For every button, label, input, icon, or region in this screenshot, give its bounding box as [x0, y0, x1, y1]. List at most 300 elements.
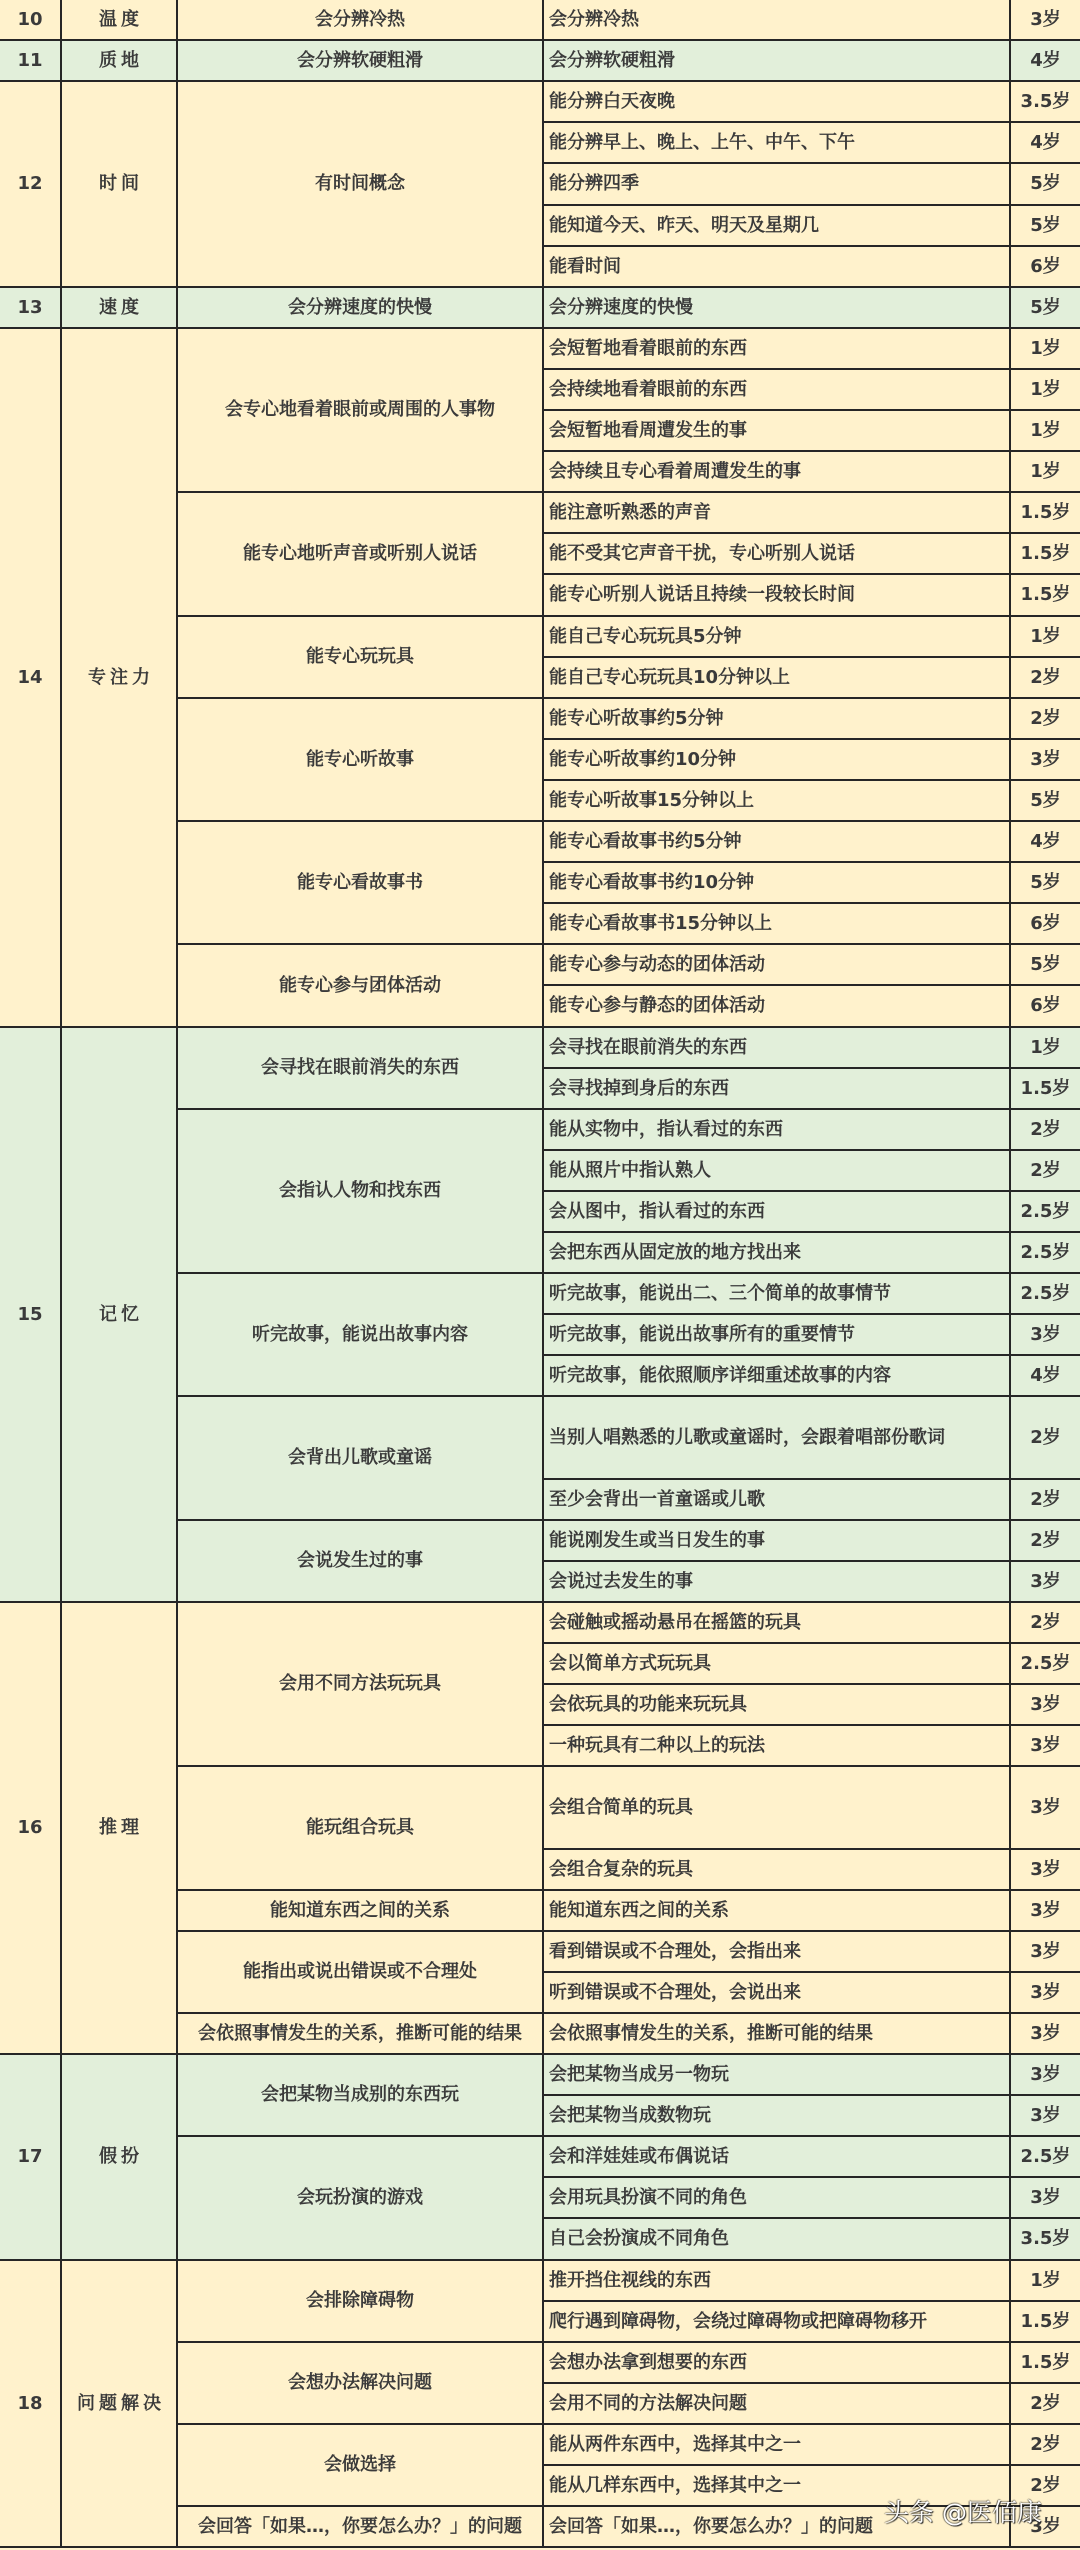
skill-group-label: 能指出或说出错误或不合理处 [243, 1961, 477, 1983]
skill-item-label: 会短暂地看着眼前的东西 [549, 337, 747, 359]
skill-item-label: 能自己专心玩玩具5分钟 [549, 625, 742, 647]
skill-item-label-cell [544, 1850, 1011, 1891]
age-label-cell [1011, 2425, 1080, 2466]
skill-item-label: 能说刚发生或当日发生的事 [549, 1529, 765, 1551]
age-label-cell [1011, 534, 1080, 575]
age-label-cell [1011, 1356, 1080, 1397]
category-label: 记忆 [99, 1303, 143, 1325]
skill-group-label: 能知道东西之间的关系 [270, 1899, 450, 1921]
skill-group-label-cell [178, 493, 544, 617]
skill-item-label: 会持续且专心看着周遭发生的事 [549, 460, 801, 482]
age-label-cell [1011, 206, 1080, 247]
skill-group-label-cell [178, 2261, 544, 2343]
skill-group-label: 会寻找在眼前消失的东西 [261, 1057, 459, 1079]
skill-group-label-cell [178, 1274, 544, 1397]
age-label-cell [1011, 1644, 1080, 1685]
age-label: 3岁 [1030, 2186, 1061, 2208]
skill-group-label-cell [178, 2507, 544, 2548]
age-label-cell [1011, 781, 1080, 822]
age-label: 2岁 [1030, 1488, 1061, 1510]
skill-item-label: 能专心看故事书约5分钟 [549, 830, 742, 852]
age-label-cell [1011, 1521, 1080, 1562]
age-label: 1.5岁 [1020, 2310, 1071, 2332]
skill-item-label-cell [544, 1110, 1011, 1151]
category-label-cell [62, 329, 178, 1028]
skill-item-label: 会依玩具的功能来玩玩具 [549, 1693, 747, 1715]
skill-item-label: 听到错误或不合理处，会说出来 [549, 1981, 801, 2003]
skill-item-label: 能分辨白天夜晚 [549, 90, 675, 112]
age-label: 1.5岁 [1020, 542, 1071, 564]
skill-item-label-cell [544, 2096, 1011, 2137]
skill-group-label: 会用不同方法玩玩具 [279, 1673, 441, 1695]
age-label: 1岁 [1030, 2269, 1061, 2291]
skill-item-label-cell [544, 1480, 1011, 1521]
skill-item-label-cell [544, 575, 1011, 617]
category-label: 时间 [99, 173, 143, 195]
skill-group-label: 会依照事情发生的关系，推断可能的结果 [198, 2022, 522, 2044]
section-number-cell [0, 2261, 62, 2548]
skill-item-label: 会寻找掉到身后的东西 [549, 1077, 729, 1099]
skill-group-label: 有时间概念 [315, 173, 405, 195]
age-label-cell [1011, 164, 1080, 206]
age-label: 3岁 [1030, 1899, 1061, 1921]
age-label-cell [1011, 1233, 1080, 1274]
age-label: 1岁 [1030, 625, 1061, 647]
skill-item-label-cell [544, 1151, 1011, 1192]
skill-group-label-cell [178, 1110, 544, 1274]
skill-item-label-cell [544, 2137, 1011, 2178]
age-label-cell [1011, 904, 1080, 945]
skill-item-label: 能分辨四季 [549, 173, 639, 195]
age-label-cell [1011, 1480, 1080, 1521]
category-label: 速度 [99, 296, 143, 318]
skill-item-label-cell [544, 452, 1011, 493]
age-label-cell [1011, 288, 1080, 329]
skill-group-label: 会想办法解决问题 [288, 2372, 432, 2394]
age-label-cell [1011, 2261, 1080, 2302]
skill-item-label: 会分辨软硬粗滑 [549, 49, 675, 71]
age-label-cell [1011, 452, 1080, 493]
skill-item-label-cell [544, 1726, 1011, 1767]
age-label-cell [1011, 658, 1080, 699]
skill-item-label: 能注意听熟悉的声音 [549, 501, 711, 523]
age-label: 5岁 [1030, 953, 1061, 975]
skill-item-label: 能知道今天、昨天、明天及星期几 [549, 214, 819, 236]
age-label-cell [1011, 617, 1080, 658]
skill-item-label-cell [544, 1644, 1011, 1685]
age-label-cell [1011, 2178, 1080, 2219]
age-label: 5岁 [1030, 789, 1061, 811]
category-label-cell [62, 2055, 178, 2261]
age-label: 1.5岁 [1020, 584, 1071, 606]
skill-item-label: 会碰触或摇动悬吊在摇篮的玩具 [549, 1611, 801, 1633]
skill-item-label-cell [544, 822, 1011, 863]
section-number: 12 [17, 173, 43, 195]
skill-item-label-cell [544, 329, 1011, 370]
skill-item-label-cell [544, 2261, 1011, 2302]
skill-item-label: 爬行遇到障碍物，会绕过障碍物或把障碍物移开 [549, 2310, 927, 2332]
skill-item-label-cell [544, 493, 1011, 534]
age-label: 2岁 [1030, 2392, 1061, 2414]
skill-item-label-cell [544, 699, 1011, 740]
age-label-cell [1011, 1973, 1080, 2014]
skill-item-label: 会把东西从固定放的地方找出来 [549, 1241, 801, 1263]
skill-group-label-cell [178, 2343, 544, 2425]
category-label-cell [62, 2261, 178, 2548]
skill-group-label: 能专心看故事书 [297, 871, 423, 893]
skill-item-label: 会从图中，指认看过的东西 [549, 1200, 765, 1222]
skill-item-label-cell [544, 370, 1011, 411]
skill-group-label-cell [178, 1397, 544, 1521]
skill-item-label: 能自己专心玩玩具10分钟以上 [549, 666, 791, 688]
section-number-cell [0, 0, 62, 41]
skill-item-label-cell [544, 1233, 1011, 1274]
age-label: 1.5岁 [1020, 501, 1071, 523]
skill-item-label-cell [544, 1192, 1011, 1233]
age-label-cell [1011, 0, 1080, 41]
skill-item-label-cell [544, 411, 1011, 452]
category-label-cell [62, 1028, 178, 1603]
age-label: 5岁 [1030, 296, 1061, 318]
skill-group-label-cell [178, 822, 544, 945]
section-row-13 [0, 288, 1080, 329]
section-row-12 [0, 82, 1080, 288]
skill-item-label-cell [544, 904, 1011, 945]
section-row-16 [0, 1603, 1080, 2055]
category-label-cell [62, 41, 178, 82]
skill-item-label-cell [544, 123, 1011, 164]
age-label-cell [1011, 1315, 1080, 1356]
skill-item-label: 会用玩具扮演不同的角色 [549, 2186, 747, 2208]
skill-item-label-cell [544, 617, 1011, 658]
section-number-cell [0, 1028, 62, 1603]
skill-item-label: 能从几样东西中，选择其中之一 [549, 2474, 801, 2496]
skill-item-label: 会把某物当成另一物玩 [549, 2063, 729, 2085]
category-label-cell [62, 0, 178, 41]
skill-group-label: 会分辨软硬粗滑 [297, 49, 423, 71]
age-label-cell [1011, 493, 1080, 534]
skill-group-label-cell [178, 2014, 544, 2055]
age-label-cell [1011, 1192, 1080, 1233]
section-row-14 [0, 329, 1080, 1028]
skill-group-label-cell [178, 1603, 544, 1767]
age-label: 3.5岁 [1020, 90, 1071, 112]
skill-item-label-cell [544, 1973, 1011, 2014]
age-label-cell [1011, 2384, 1080, 2425]
skill-group-label: 会专心地看着眼前或周围的人事物 [225, 399, 495, 421]
skill-group-label-cell [178, 945, 544, 1028]
skill-item-label-cell [544, 945, 1011, 986]
age-label-cell [1011, 1274, 1080, 1315]
skill-item-label-cell [544, 41, 1011, 82]
skill-group-label: 会指认人物和找东西 [279, 1180, 441, 1202]
skill-item-label-cell [544, 2302, 1011, 2343]
skill-item-label: 会以简单方式玩玩具 [549, 1652, 711, 1674]
section-number: 15 [17, 1303, 43, 1325]
age-label: 2岁 [1030, 2474, 1061, 2496]
age-label: 3岁 [1030, 1570, 1061, 1592]
skill-item-label-cell [544, 2384, 1011, 2425]
age-label: 2岁 [1030, 1118, 1061, 1140]
age-label: 3岁 [1030, 748, 1061, 770]
skill-group-label-cell [178, 699, 544, 822]
age-label-cell [1011, 699, 1080, 740]
age-label: 3岁 [1030, 2022, 1061, 2044]
age-label-cell [1011, 1562, 1080, 1603]
age-label-cell [1011, 247, 1080, 288]
category-label-cell [62, 288, 178, 329]
skill-item-label-cell [544, 1932, 1011, 1973]
age-label: 3岁 [1030, 8, 1061, 30]
age-label-cell [1011, 740, 1080, 781]
skill-item-label-cell [544, 986, 1011, 1028]
age-label: 1岁 [1030, 337, 1061, 359]
skill-group-label-cell [178, 1932, 544, 2014]
skill-item-label: 会依照事情发生的关系，推断可能的结果 [549, 2022, 873, 2044]
age-label: 2岁 [1030, 1426, 1061, 1448]
skill-item-label-cell [544, 2219, 1011, 2261]
skill-item-label: 能专心看故事书15分钟以上 [549, 912, 773, 934]
category-label-cell [62, 1603, 178, 2055]
age-label-cell [1011, 2096, 1080, 2137]
skill-item-label: 至少会背出一首童谣或儿歌 [549, 1488, 765, 1510]
skill-group-label: 会玩扮演的游戏 [297, 2187, 423, 2209]
skill-item-label: 能知道东西之间的关系 [549, 1899, 729, 1921]
section-number-cell [0, 41, 62, 82]
section-number: 17 [17, 2146, 43, 2168]
skill-item-label: 会分辨速度的快慢 [549, 296, 693, 318]
age-label: 4岁 [1030, 131, 1061, 153]
age-label: 2岁 [1030, 2433, 1061, 2455]
age-label: 5岁 [1030, 871, 1061, 893]
age-label: 3岁 [1030, 1981, 1061, 2003]
skill-item-label-cell [544, 1315, 1011, 1356]
skill-group-label: 会说发生过的事 [297, 1550, 423, 1572]
skill-item-label-cell [544, 0, 1011, 41]
age-label: 2岁 [1030, 1159, 1061, 1181]
skill-item-label-cell [544, 2178, 1011, 2219]
age-label: 2.5岁 [1020, 1241, 1071, 1263]
skill-group-label-cell [178, 2425, 544, 2507]
age-label-cell [1011, 822, 1080, 863]
age-label-cell [1011, 2055, 1080, 2096]
age-label: 2.5岁 [1020, 1282, 1071, 1304]
skill-group-label: 会分辨速度的快慢 [288, 296, 432, 318]
age-label: 1.5岁 [1020, 1077, 1071, 1099]
skill-item-label-cell [544, 164, 1011, 206]
skill-item-label: 当别人唱熟悉的儿歌或童谣时，会跟着唱部份歌词 [549, 1426, 945, 1448]
age-label-cell [1011, 1767, 1080, 1850]
age-label-cell [1011, 575, 1080, 617]
skill-item-label: 能专心听故事15分钟以上 [549, 789, 755, 811]
skill-item-label: 会持续地看着眼前的东西 [549, 378, 747, 400]
age-label-cell [1011, 945, 1080, 986]
age-label: 4岁 [1030, 49, 1061, 71]
skill-group-label-cell [178, 329, 544, 493]
age-label-cell [1011, 1397, 1080, 1480]
age-label-cell [1011, 1151, 1080, 1192]
skill-item-label: 能不受其它声音干扰，专心听别人说话 [549, 542, 855, 564]
skill-item-label-cell [544, 1069, 1011, 1110]
age-label: 4岁 [1030, 830, 1061, 852]
skill-item-label-cell [544, 740, 1011, 781]
section-number: 10 [17, 8, 43, 30]
age-label: 3岁 [1030, 1323, 1061, 1345]
age-label: 3岁 [1030, 2515, 1061, 2537]
skill-group-label: 能专心参与团体活动 [279, 974, 441, 996]
age-label: 1.5岁 [1020, 2351, 1071, 2373]
age-label-cell [1011, 370, 1080, 411]
skill-item-label: 会短暂地看周遭发生的事 [549, 419, 747, 441]
skill-item-label-cell [544, 1685, 1011, 1726]
age-label-cell [1011, 1932, 1080, 1973]
age-label-cell [1011, 986, 1080, 1028]
skill-item-label: 听完故事，能说出二、三个简单的故事情节 [549, 1282, 891, 1304]
skill-item-label-cell [544, 658, 1011, 699]
skill-item-label: 能专心听故事约5分钟 [549, 707, 724, 729]
age-label: 1岁 [1030, 378, 1061, 400]
skill-item-label-cell [544, 2425, 1011, 2466]
section-number: 16 [17, 1817, 43, 1839]
skill-item-label: 能从照片中指认熟人 [549, 1159, 711, 1181]
age-label-cell [1011, 1603, 1080, 1644]
age-label: 2岁 [1030, 666, 1061, 688]
skill-group-label-cell [178, 1028, 544, 1110]
skill-item-label-cell [544, 2055, 1011, 2096]
age-label: 3岁 [1030, 2104, 1061, 2126]
age-label: 1岁 [1030, 419, 1061, 441]
age-label-cell [1011, 1850, 1080, 1891]
skill-item-label: 能专心看故事书约10分钟 [549, 871, 755, 893]
age-label-cell [1011, 2014, 1080, 2055]
skill-item-label: 能专心听别人说话且持续一段较长时间 [549, 584, 855, 606]
skill-item-label: 自己会扮演成不同角色 [549, 2228, 729, 2250]
skill-item-label-cell [544, 247, 1011, 288]
age-label: 1岁 [1030, 1036, 1061, 1058]
skill-item-label: 能看时间 [549, 255, 621, 277]
age-label-cell [1011, 82, 1080, 123]
skill-group-label-cell [178, 617, 544, 699]
age-label: 6岁 [1030, 995, 1061, 1017]
age-label: 6岁 [1030, 912, 1061, 934]
skill-item-label: 看到错误或不合理处，会指出来 [549, 1940, 801, 1962]
skill-item-label: 听完故事，能依照顺序详细重述故事的内容 [549, 1364, 891, 1386]
age-label-cell [1011, 1110, 1080, 1151]
skill-group-label-cell [178, 41, 544, 82]
section-number-cell [0, 2055, 62, 2261]
age-label-cell [1011, 2219, 1080, 2261]
skill-item-label-cell [544, 1603, 1011, 1644]
age-label: 3岁 [1030, 2063, 1061, 2085]
skill-item-label-cell [544, 1397, 1011, 1480]
skill-group-label-cell [178, 288, 544, 329]
age-label: 4岁 [1030, 1364, 1061, 1386]
skill-item-label: 会寻找在眼前消失的东西 [549, 1036, 747, 1058]
skill-item-label: 听完故事，能说出故事所有的重要情节 [549, 1323, 855, 1345]
skill-group-label-cell [178, 2137, 544, 2261]
skill-group-label-cell [178, 2055, 544, 2137]
skill-item-label: 会组合简单的玩具 [549, 1796, 693, 1818]
category-label: 推理 [99, 1817, 143, 1839]
skill-item-label: 会分辨冷热 [549, 8, 639, 30]
section-number-cell [0, 1603, 62, 2055]
skill-item-label: 会把某物当成数物玩 [549, 2104, 711, 2126]
skill-group-label: 能专心听故事 [306, 748, 414, 770]
skill-item-label-cell [544, 1274, 1011, 1315]
skill-group-label-cell [178, 0, 544, 41]
skill-group-label: 会分辨冷热 [315, 8, 405, 30]
age-label: 6岁 [1030, 255, 1061, 277]
skill-item-label-cell [544, 1562, 1011, 1603]
skill-item-label-cell [544, 206, 1011, 247]
age-label: 2.5岁 [1020, 1200, 1071, 1222]
age-label-cell [1011, 411, 1080, 452]
skill-item-label: 能专心听故事约10分钟 [549, 748, 737, 770]
age-label-cell [1011, 41, 1080, 82]
skill-group-label: 会背出儿歌或童谣 [288, 1447, 432, 1469]
skill-item-label-cell [544, 1521, 1011, 1562]
skill-group-label-cell [178, 1521, 544, 1603]
skill-item-label-cell [544, 534, 1011, 575]
skill-item-label-cell [544, 2014, 1011, 2055]
section-row-10 [0, 0, 1080, 41]
skill-group-label: 能专心地听声音或听别人说话 [243, 543, 477, 565]
section-number: 14 [17, 666, 43, 688]
age-label: 2岁 [1030, 1529, 1061, 1551]
skill-item-label: 会说过去发生的事 [549, 1570, 693, 1592]
age-label: 5岁 [1030, 214, 1061, 236]
age-label-cell [1011, 2343, 1080, 2384]
skill-item-label-cell [544, 1028, 1011, 1069]
category-label: 问题解决 [77, 2392, 165, 2414]
skill-group-label: 听完故事，能说出故事内容 [252, 1323, 468, 1345]
skill-group-label-cell [178, 1891, 544, 1932]
skill-group-label-cell [178, 82, 544, 288]
skill-item-label: 会回答「如果…，你要怎么办？」的问题 [549, 2515, 873, 2537]
age-label: 3岁 [1030, 1734, 1061, 1756]
skill-group-label: 能玩组合玩具 [306, 1817, 414, 1839]
age-label: 3岁 [1030, 1693, 1061, 1715]
age-label-cell [1011, 123, 1080, 164]
skill-item-label: 推开挡住视线的东西 [549, 2269, 711, 2291]
age-label-cell [1011, 2302, 1080, 2343]
skill-group-label: 会把某物当成别的东西玩 [261, 2084, 459, 2106]
category-label: 专注力 [88, 666, 154, 688]
age-label: 2.5岁 [1020, 1652, 1071, 1674]
section-row-15 [0, 1028, 1080, 1603]
section-number-cell [0, 82, 62, 288]
age-label-cell [1011, 329, 1080, 370]
section-number: 13 [17, 296, 43, 318]
skill-group-label: 能专心玩玩具 [306, 646, 414, 668]
skill-item-label: 能从实物中，指认看过的东西 [549, 1118, 783, 1140]
category-label: 质地 [99, 49, 143, 71]
skill-item-label: 会想办法拿到想要的东西 [549, 2351, 747, 2373]
age-label: 3.5岁 [1020, 2228, 1071, 2250]
skill-item-label-cell [544, 2343, 1011, 2384]
age-label: 3岁 [1030, 1940, 1061, 1962]
skill-group-label: 会排除障碍物 [306, 2290, 414, 2312]
age-label: 2岁 [1030, 1611, 1061, 1633]
skill-item-label: 能专心参与动态的团体活动 [549, 953, 765, 975]
section-row-11 [0, 41, 1080, 82]
section-row-17 [0, 2055, 1080, 2261]
skill-item-label-cell [544, 1767, 1011, 1850]
skill-item-label-cell [544, 1891, 1011, 1932]
skill-item-label-cell [544, 288, 1011, 329]
age-label-cell [1011, 1028, 1080, 1069]
age-label-cell [1011, 2137, 1080, 2178]
